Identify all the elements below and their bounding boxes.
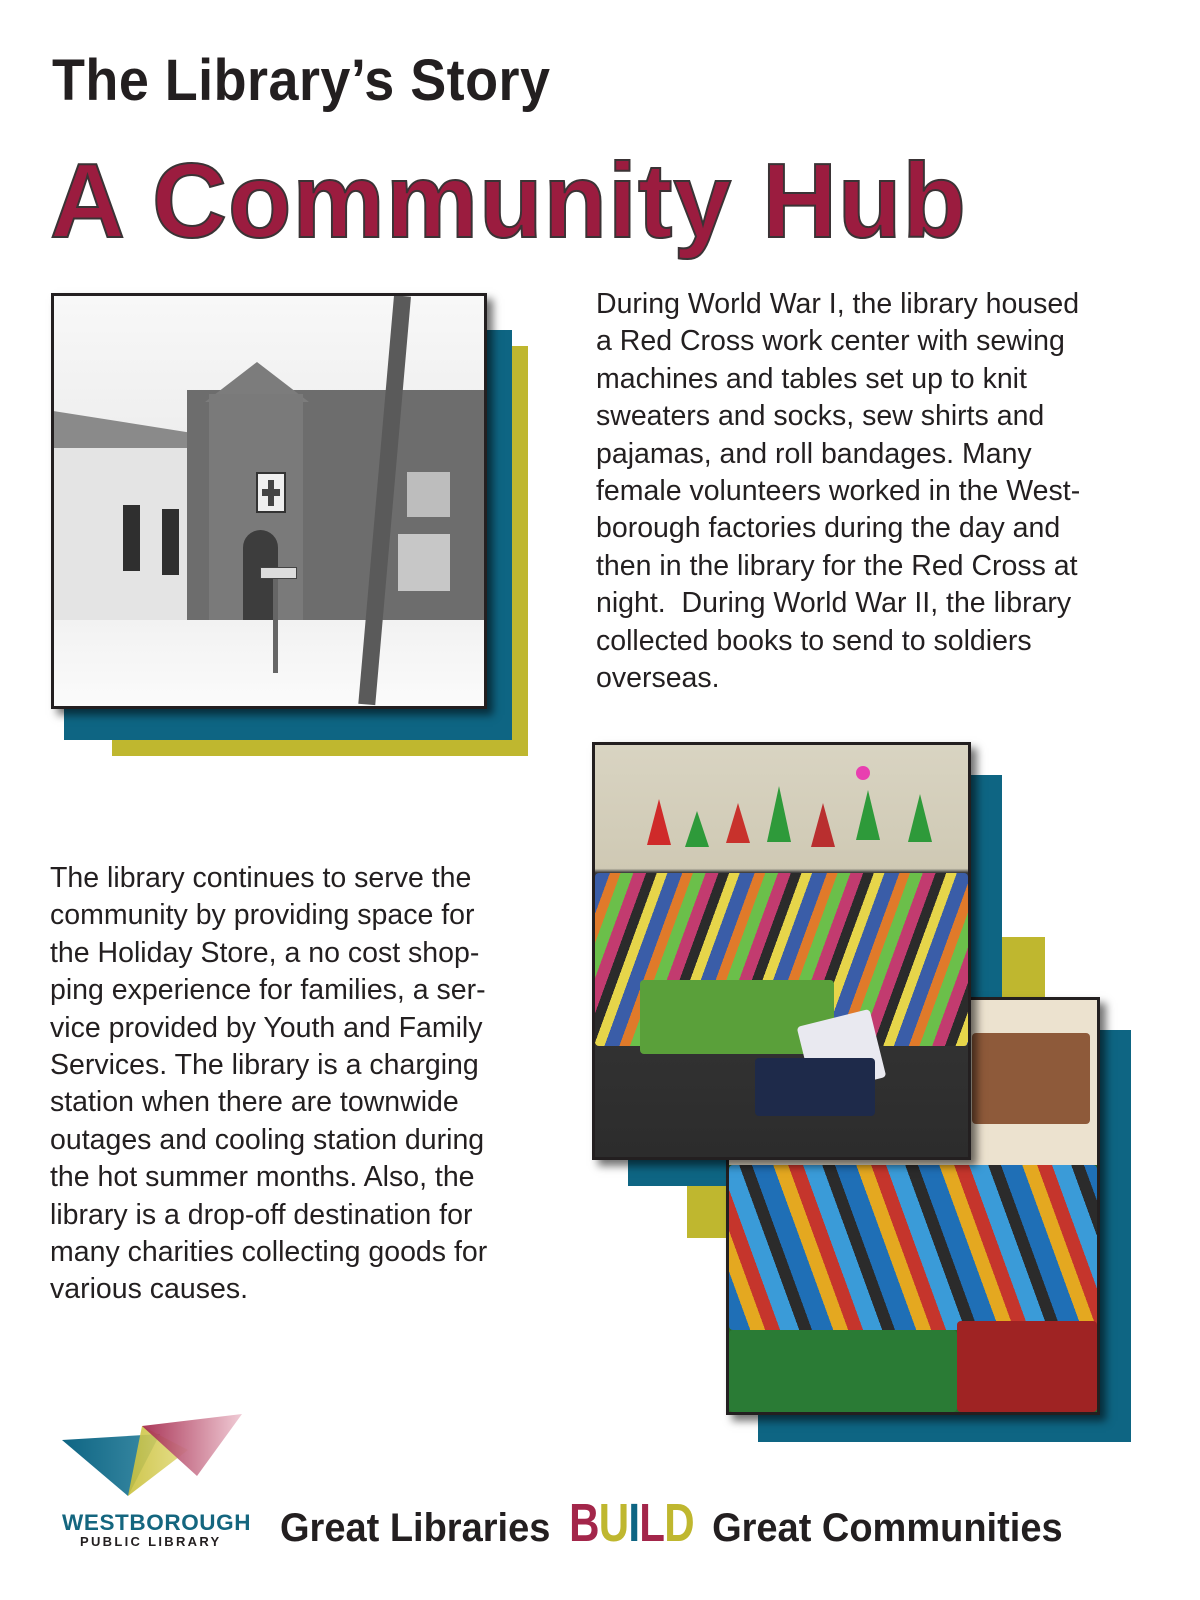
text-line: many charities collecting goods for xyxy=(50,1236,488,1269)
build-letter: B xyxy=(568,1493,599,1553)
photo-window xyxy=(123,505,140,571)
text-line: Services. The library is a charging xyxy=(50,1049,479,1082)
text-line: sweaters and socks, sew shirts and xyxy=(596,400,1045,433)
tagline xyxy=(280,1493,1063,1553)
wartime-paragraph xyxy=(596,286,1156,697)
text-line: vice provided by Youth and Family xyxy=(50,1011,483,1044)
text-line: the Holiday Store, a no cost shop- xyxy=(50,936,480,969)
text-line: The library continues to serve the xyxy=(50,862,472,894)
text-line: pajamas, and roll bandages. Many xyxy=(596,437,1032,470)
text-line: overseas. xyxy=(596,662,720,695)
photo-window xyxy=(398,534,450,591)
today-paragraph xyxy=(50,860,550,1309)
photo-toy-pile xyxy=(729,1165,1097,1330)
photo-green-tablecloth xyxy=(729,1330,957,1412)
photo-holiday-store-room xyxy=(592,742,971,1160)
photo-snowflake xyxy=(856,766,870,780)
photo-paper-tree xyxy=(685,811,709,847)
text-line: a Red Cross work center with sewing xyxy=(596,325,1065,358)
photo-sign-post xyxy=(273,571,278,674)
logo-wordmark: WESTBOROUGH xyxy=(62,1510,252,1535)
olive-accent-block xyxy=(1002,937,1045,997)
text-line: station when there are townwide xyxy=(50,1086,459,1119)
photo-window xyxy=(162,509,179,575)
photo-paper-tree xyxy=(647,799,671,845)
text-line: library is a drop-off destination for xyxy=(50,1198,473,1231)
photo-brown-cloth xyxy=(972,1033,1090,1124)
text-line: outages and cooling station during xyxy=(50,1123,485,1156)
red-cross-flag-icon xyxy=(256,472,286,513)
text-line: various causes. xyxy=(50,1273,249,1306)
photo-paper-tree xyxy=(811,803,835,847)
tagline-build xyxy=(568,1493,694,1553)
text-line: the hot summer months. Also, the xyxy=(50,1161,475,1194)
text-line: borough factories during the day and xyxy=(596,512,1061,545)
build-letter: L xyxy=(639,1493,664,1553)
text-line: ping experience for families, a ser- xyxy=(50,974,486,1007)
photo-library-building xyxy=(51,293,487,709)
photo-paper-tree xyxy=(767,786,791,842)
page-title: A Community Hub xyxy=(50,142,967,260)
photo-paper-tree xyxy=(908,794,932,842)
olive-accent-block xyxy=(687,1186,728,1238)
logo-subtitle: PUBLIC LIBRARY xyxy=(80,1534,222,1549)
library-logo-icon xyxy=(60,1412,245,1504)
text-line: female volunteers worked in the West- xyxy=(596,475,1081,508)
build-letter: I xyxy=(628,1493,640,1553)
street-sign xyxy=(260,567,296,579)
build-letter: D xyxy=(663,1493,694,1553)
tagline-suffix: Great Communities xyxy=(701,1506,1063,1550)
kicker-heading: The Library’s Story xyxy=(52,48,551,113)
photo-red-tablecloth xyxy=(957,1321,1097,1412)
photo-snow xyxy=(54,620,484,706)
text-line: then in the library for the Red Cross at xyxy=(596,549,1078,582)
build-letter: U xyxy=(598,1493,629,1553)
teal-accent-block xyxy=(967,775,1002,997)
tagline-prefix: Great Libraries xyxy=(280,1506,561,1550)
text-line: community by providing space for xyxy=(50,899,475,932)
photo-paper-tree xyxy=(856,790,880,840)
photo-window xyxy=(407,472,450,517)
text-line: During World War I, the library housed xyxy=(596,288,1080,320)
text-line: machines and tables set up to knit xyxy=(596,362,1027,395)
text-line: night. During World War II, the library xyxy=(596,587,1072,620)
text-line: collected books to send to soldiers xyxy=(596,624,1032,657)
photo-paper-tree xyxy=(726,803,750,843)
photo-bin xyxy=(755,1058,874,1116)
